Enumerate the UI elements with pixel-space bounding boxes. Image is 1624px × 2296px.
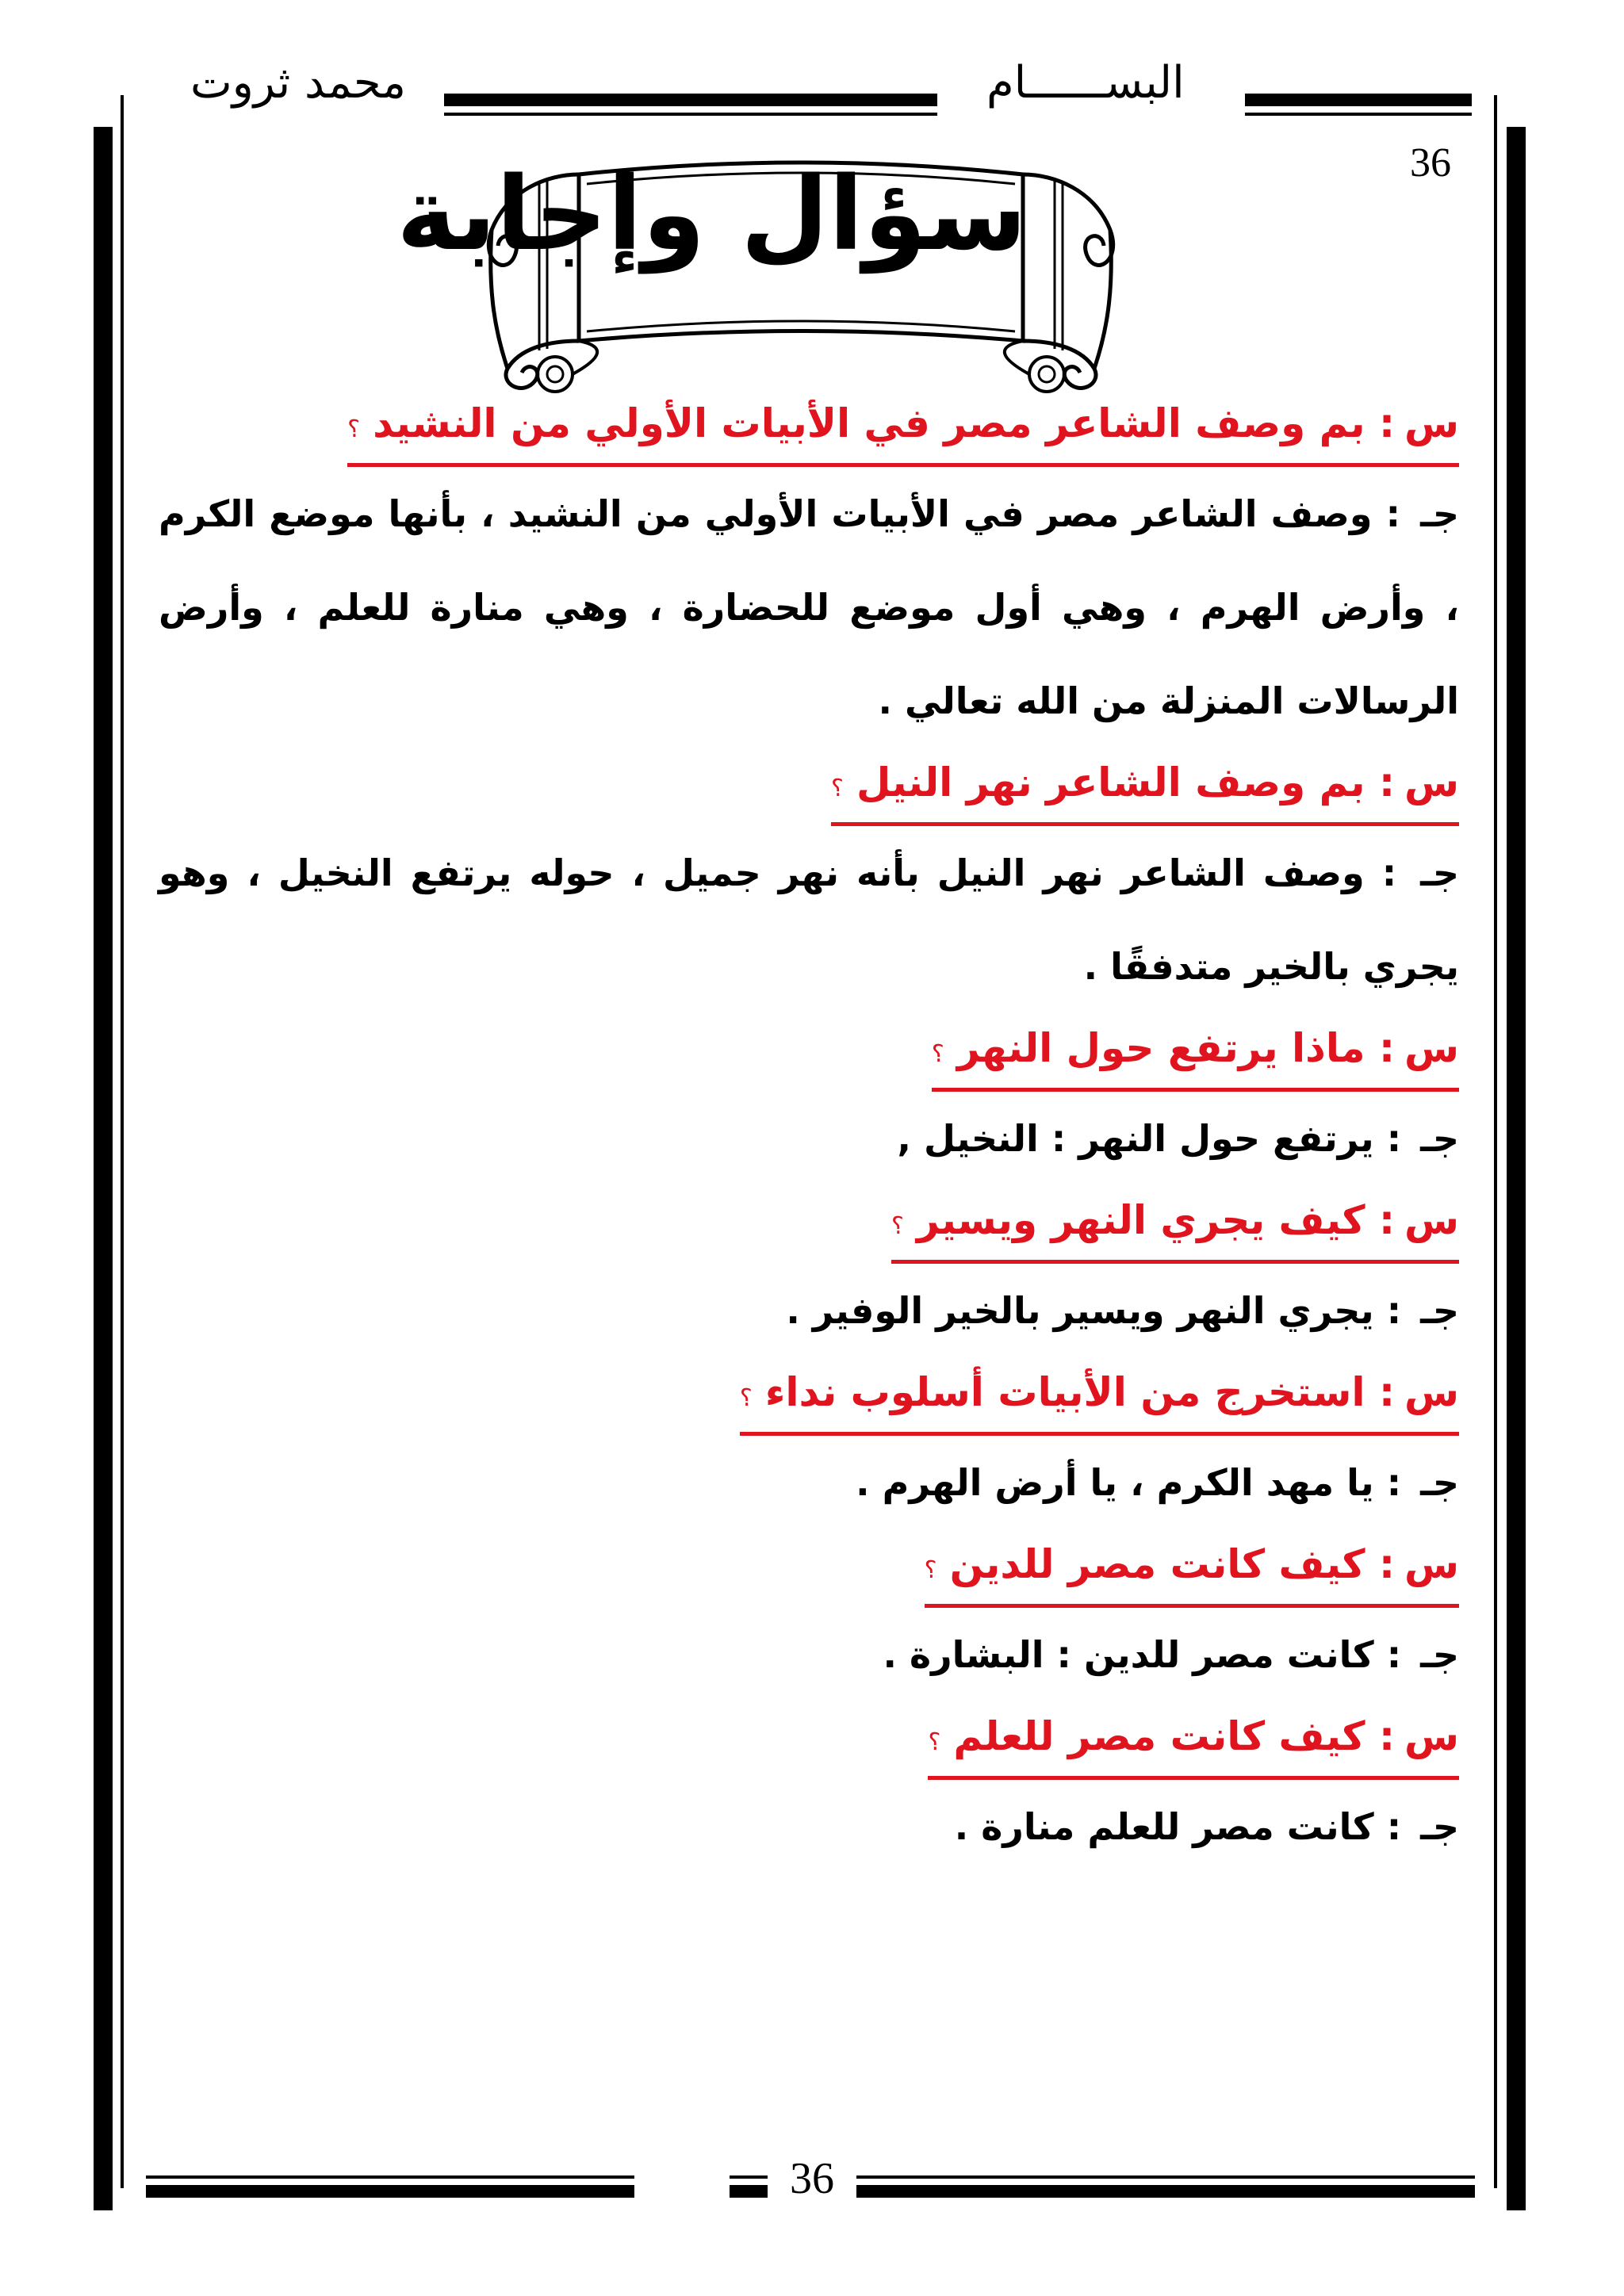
- answer-label: جـ: [1420, 851, 1460, 894]
- question-mark: ؟: [347, 415, 361, 443]
- answer-separator: :: [1386, 1805, 1402, 1848]
- answer-text: كانت مصر للدين : البشارة .: [883, 1633, 1374, 1676]
- question-mark: ؟: [931, 1040, 944, 1068]
- answer: [159, 1780, 1459, 1873]
- answer-separator: :: [1385, 492, 1400, 535]
- question-text: كيف كانت مصر للدين: [949, 1541, 1365, 1587]
- qa-item: [159, 1362, 1459, 1529]
- question-text: بم وصف الشاعر مصر في الأبيات الأولي من النشيد: [373, 400, 1365, 446]
- question-mark: ؟: [928, 1728, 941, 1756]
- answer-separator: :: [1386, 1461, 1402, 1504]
- answer: [159, 826, 1459, 1013]
- question: [347, 393, 1459, 467]
- answer: [159, 467, 1459, 748]
- frame-left-thick: [94, 127, 113, 2210]
- question-text: استخرج من الأبيات أسلوب نداء: [764, 1369, 1365, 1415]
- page-number-bottom-text: 36: [768, 2154, 856, 2203]
- answer-separator: :: [1386, 1633, 1402, 1676]
- answer: [159, 1092, 1459, 1185]
- question: [740, 1362, 1459, 1436]
- question-label: س: [1404, 1541, 1459, 1587]
- question-label: س: [1404, 760, 1459, 806]
- header-rule-left-thin: [444, 113, 937, 116]
- qa-item: [159, 1706, 1459, 1873]
- frame-right-thick: [1507, 127, 1526, 2210]
- question-separator: :: [1379, 1369, 1395, 1415]
- qa-item: [159, 752, 1459, 1013]
- qa-item: [159, 1018, 1459, 1185]
- answer-label: جـ: [1420, 1633, 1459, 1676]
- question-separator: :: [1379, 760, 1395, 806]
- answer-label: جـ: [1420, 1117, 1459, 1160]
- header-author: محمد ثروت: [190, 57, 406, 109]
- question-label: س: [1404, 1713, 1459, 1759]
- answer-text: يرتفع حول النهر : النخيل ,: [897, 1117, 1374, 1160]
- answer-separator: :: [1381, 851, 1397, 894]
- qa-item: [159, 393, 1459, 748]
- answer-text: كانت مصر للعلم منارة .: [954, 1805, 1374, 1848]
- header-rule-right-thin: [1245, 113, 1472, 116]
- question: [932, 1018, 1459, 1092]
- qa-content: [159, 393, 1459, 1873]
- qa-item: [159, 1534, 1459, 1701]
- header-book-title: البســــــام: [986, 57, 1185, 109]
- question-mark: ؟: [831, 775, 844, 802]
- question-text: كيف يجري النهر ويسير: [916, 1197, 1365, 1243]
- answer-text: يا مهد الكرم ، يا أرض الهرم .: [856, 1461, 1374, 1504]
- answer-separator: :: [1386, 1117, 1402, 1160]
- answer: [159, 1436, 1459, 1529]
- answer-label: جـ: [1420, 492, 1459, 535]
- question: [891, 1190, 1459, 1264]
- question-label: س: [1404, 400, 1459, 446]
- answer-text: يجري النهر ويسير بالخير الوفير .: [786, 1289, 1374, 1332]
- question-label: س: [1404, 1197, 1459, 1243]
- question-text: كيف كانت مصر للعلم: [953, 1713, 1365, 1759]
- page-number-bottom: [0, 2153, 1624, 2204]
- answer-separator: :: [1386, 1289, 1402, 1332]
- question-separator: :: [1379, 1713, 1395, 1759]
- header-rule-right-thick: [1245, 94, 1472, 106]
- question-label: س: [1404, 1025, 1459, 1071]
- frame-right-thin: [1494, 95, 1497, 2188]
- header-rule-left-thick: [444, 94, 937, 106]
- answer-label: جـ: [1420, 1461, 1459, 1504]
- question-separator: :: [1379, 1025, 1395, 1071]
- question-label: س: [1404, 1369, 1459, 1415]
- question: [831, 752, 1459, 826]
- qa-item: [159, 1190, 1459, 1357]
- question: [928, 1706, 1459, 1780]
- question: [925, 1534, 1459, 1608]
- answer-label: جـ: [1420, 1289, 1459, 1332]
- question-text: ماذا يرتفع حول النهر: [956, 1025, 1365, 1071]
- question-separator: :: [1379, 1541, 1395, 1587]
- question-mark: ؟: [924, 1556, 937, 1584]
- question-separator: :: [1379, 1197, 1395, 1243]
- answer: [159, 1264, 1459, 1357]
- answer-label: جـ: [1420, 1805, 1459, 1848]
- page-number-top: 36: [1410, 140, 1451, 186]
- answer-text: وصف الشاعر مصر في الأبيات الأولي من النشيد ، بأنها موضع الكرم ، وأرض الهرم ، وهي أول موضع للحضارة ، وهي منارة للعلم ، وأرض الرسالات المنزلة من الله تعالي .: [159, 492, 1459, 722]
- frame-left-thin: [121, 95, 124, 2188]
- question-mark: ؟: [739, 1384, 753, 1412]
- answer-text: وصف الشاعر نهر النيل بأنه نهر جميل ، حوله يرتفع النخيل ، وهو يجري بالخير متدفقًا .: [159, 851, 1459, 988]
- question-separator: :: [1379, 400, 1395, 446]
- question-mark: ؟: [891, 1212, 904, 1240]
- question-text: بم وصف الشاعر نهر النيل: [856, 760, 1365, 806]
- banner-title: سؤال وإجابة: [396, 155, 1027, 274]
- answer: [159, 1608, 1459, 1701]
